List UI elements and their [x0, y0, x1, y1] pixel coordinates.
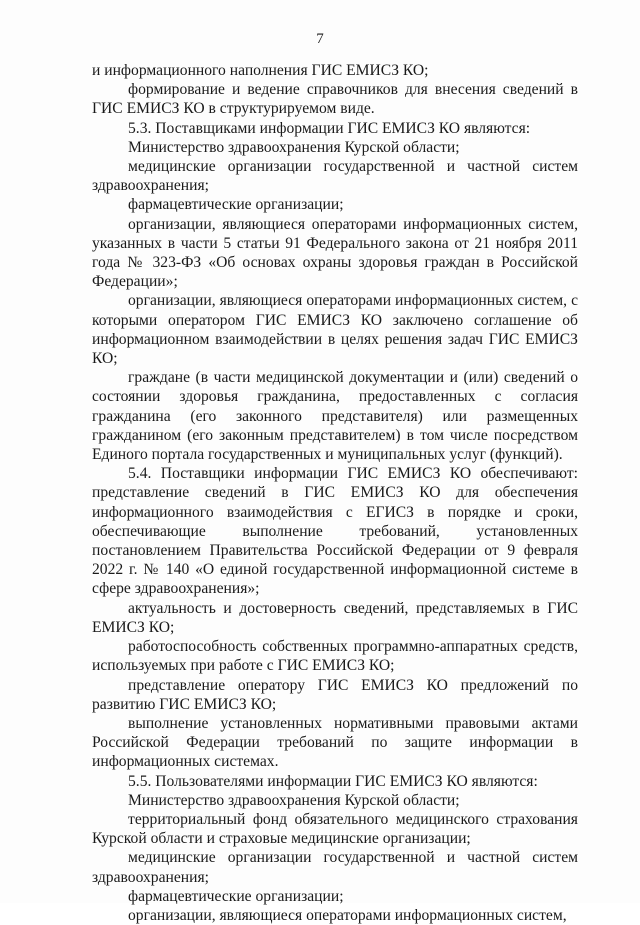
paragraph-1: и информационного наполнения ГИС ЕМИСЗ КО;	[92, 62, 429, 79]
section-5-5-heading: 5.5. Пользователями информации ГИС ЕМИСЗ КО являются:	[128, 772, 538, 790]
paragraph-19: фармацевтические организации;	[128, 887, 344, 905]
paragraph-14: выполнение установленных нормативными правовыми актами Российской Федерации требований по защите информации в информационных системах.	[92, 714, 578, 771]
paragraph-16: Министерство здравоохранения Курской области;	[128, 791, 460, 809]
section-5-4-paragraph: 5.4. Поставщики информации ГИС ЕМИСЗ КО обеспечивают: представление сведений в ГИС ЕМИСЗ КО для обеспечения информационного взаимодействия с ЕГИСЗ в порядке и сроки, обеспечивающие выполнение требований, установленных постановлением Правительства Российской Федерации от 9 февраля 2022 г. № 140 «О единой государственной информационной системе в сфере здравоохранения»;	[92, 465, 578, 598]
paragraph-7: организации, являющиеся операторами информационных систем, указанных в части 5 статьи 91 Федерального закона от 21 ноября 2011 года № 323-ФЗ «Об основах охраны здоровья граждан в Российской Федерации»;	[92, 215, 578, 291]
paragraph-20: организации, являющиеся операторами информационных систем,	[128, 906, 567, 924]
paragraph-13: представление оператору ГИС ЕМИСЗ КО предложений по развитию ГИС ЕМИСЗ КО;	[92, 676, 578, 713]
paragraph-6: фармацевтические организации;	[128, 196, 344, 214]
paragraph-8: организации, являющиеся операторами информационных систем, с которыми оператором ГИС ЕМИСЗ КО заключено соглашение об информационном взаимодействии в целях решения задач ГИС ЕМИСЗ КО;	[92, 292, 578, 368]
document-body	[92, 61, 578, 925]
paragraph-12: работоспособность собственных программно-аппаратных средств, используемых при работе с ГИС ЕМИСЗ КО;	[92, 638, 578, 675]
paragraph-2: формирование и ведение справочников для внесения сведений в ГИС ЕМИСЗ КО в структурируемом виде.	[92, 81, 578, 118]
paragraph-5: медицинские организации государственной и частной систем здравоохранения;	[92, 158, 578, 195]
page-number: 7	[316, 31, 324, 47]
paragraph-17: территориальный фонд обязательного медицинского страхования Курской области и страховые медицинские организации;	[92, 810, 578, 848]
section-5-3-heading: 5.3. Поставщиками информации ГИС ЕМИСЗ КО являются:	[128, 119, 531, 137]
paragraph-18: медицинские организации государственной и частной систем здравоохранения;	[92, 849, 578, 886]
paragraph-4: Министерство здравоохранения Курской области;	[128, 138, 460, 156]
paragraph-11: актуальность и достоверность сведений, представляемых в ГИС ЕМИСЗ КО;	[92, 599, 578, 636]
paragraph-9: граждане (в части медицинской документации и (или) сведений о состоянии здоровья гражданина, предоставленных с согласия гражданина (его законного представителя) или размещенных гражданином (его законным представителем) в том числе посредством Единого портала государственных и муниципальных услуг (функций).	[92, 369, 578, 464]
